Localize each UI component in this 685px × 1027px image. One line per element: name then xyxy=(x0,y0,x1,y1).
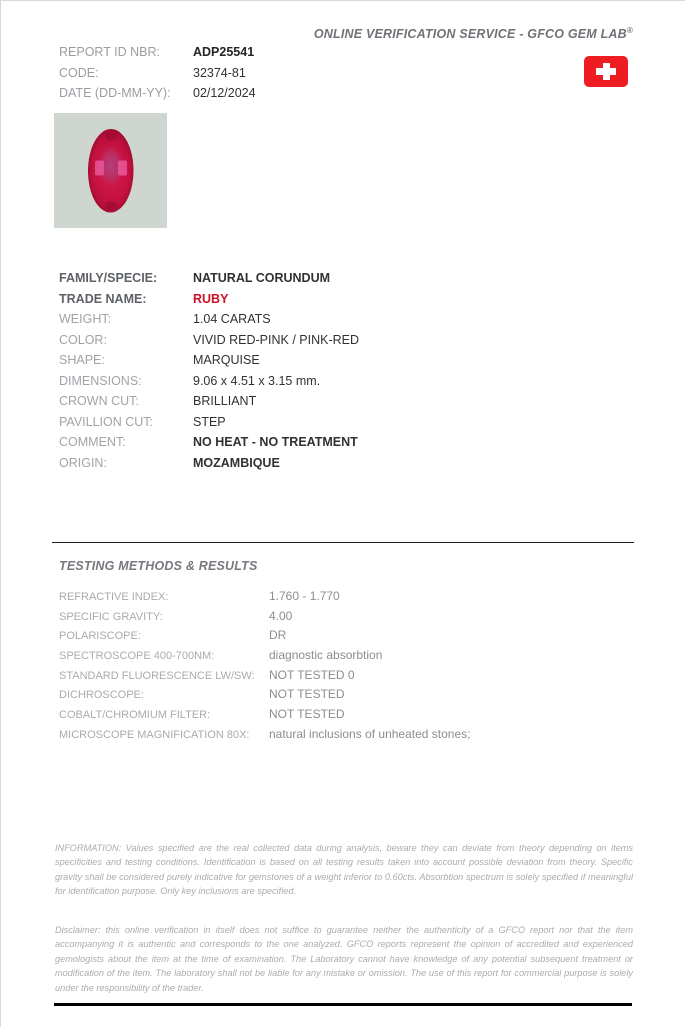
identification-row xyxy=(59,86,479,107)
gem-tip-top xyxy=(105,131,117,141)
identification-row xyxy=(59,66,479,87)
page-title-text: ONLINE VERIFICATION SERVICE - GFCO GEM LAB xyxy=(313,27,627,42)
gem-facet-right xyxy=(118,160,127,175)
test-row-standard-fluorescence xyxy=(59,668,619,688)
row-value: 02/12/2024 xyxy=(193,86,256,100)
row-label: PAVILLION CUT: xyxy=(59,414,154,429)
spec-row-color xyxy=(59,333,519,354)
page-title xyxy=(314,26,633,41)
information-paragraph: INFORMATION: Values specified are the real collected data during analysis, beware they can deviate from theory depending on items specificities and testing conditions. Identification is based on all testing results taken into account possible deviation from theory. Specific gravity shall be considered purely indicative for gemstones of a weight inferior to 0.60cts. Absorbtion spectrum is solely specified if meaningful for identification purpose. Only key inclusions are specified. xyxy=(55,843,633,897)
row-value: VIVID RED-PINK / PINK-RED xyxy=(193,332,359,347)
row-label: TRADE NAME: xyxy=(59,291,147,306)
test-row-spectroscope xyxy=(59,648,619,668)
test-row-microscope-magnification xyxy=(59,727,619,747)
test-row-cobalt-chromium-filter xyxy=(59,707,619,727)
row-label: ORIGIN: xyxy=(59,455,107,470)
row-value: natural inclusions of unheated stones; xyxy=(269,726,471,741)
spec-row-family-specie xyxy=(59,271,519,292)
row-label: SPECTROSCOPE 400-700NM: xyxy=(59,650,215,663)
row-label: WEIGHT: xyxy=(59,312,112,326)
row-value: BRILLIANT xyxy=(193,394,257,408)
row-value: NOT TESTED xyxy=(269,707,345,722)
disclaimer-paragraph: Disclaimer: this online verification in itself does not suffice to guarantee neither the authenticity of a GFCO report nor that the item accompanying it is authentic and corresponds to the one analyzed. GFCO reports represent the opinion of accredited and experienced gemologists about the item at the time of examination. The Laboratory cannot have knowledge of any potential subsequent treatment or modification of the item. The laboratory shall not be liable for any mistake or omission. The use of this report for commercial purpose is solely under the responsibility of the trader. xyxy=(55,925,633,993)
spec-row-weight xyxy=(59,312,519,333)
row-value: NO HEAT - NO TREATMENT xyxy=(193,435,358,449)
row-label: REFRACTIVE INDEX: xyxy=(59,591,169,603)
row-value: 4.00 xyxy=(269,608,293,623)
spec-row-shape xyxy=(59,353,519,374)
row-value: 1.04 CARATS xyxy=(193,312,271,326)
bottom-divider xyxy=(54,1003,632,1006)
row-label: DATE (DD-MM-YY): xyxy=(59,86,171,100)
swiss-flag-icon xyxy=(584,56,628,87)
row-value: RUBY xyxy=(193,291,229,306)
row-value: NOT TESTED xyxy=(269,687,345,702)
row-value: 1.760 - 1.770 xyxy=(269,589,340,603)
row-label: SPECIFIC GRAVITY: xyxy=(59,610,163,623)
row-label: COBALT/CHROMIUM FILTER: xyxy=(59,709,211,722)
row-label: REPORT ID NBR: xyxy=(59,45,160,59)
row-label: FAMILY/SPECIE: xyxy=(59,271,158,285)
marquise-gem-shape xyxy=(88,129,134,213)
row-label: DICHROSCOPE: xyxy=(59,689,144,702)
registered-trademark-icon: ® xyxy=(626,26,633,35)
testing-section-title: TESTING METHODS & RESULTS xyxy=(59,559,258,573)
test-row-specific-gravity xyxy=(59,609,619,629)
spec-row-comment xyxy=(59,435,519,456)
row-value: ADP25541 xyxy=(193,45,255,59)
identification-block xyxy=(59,45,479,107)
swiss-cross-horizontal xyxy=(596,68,616,75)
spec-row-origin xyxy=(59,456,519,477)
specification-block xyxy=(59,271,519,476)
gemstone-photo xyxy=(54,113,167,228)
row-value: DR xyxy=(269,628,287,643)
row-value: MARQUISE xyxy=(193,353,260,367)
row-value: MOZAMBIQUE xyxy=(193,455,280,470)
spec-row-pavillion-cut xyxy=(59,415,519,436)
row-value: 32374-81 xyxy=(193,65,246,80)
row-value: STEP xyxy=(193,414,226,429)
identification-row xyxy=(59,45,479,66)
spec-row-trade-name xyxy=(59,292,519,313)
row-label: DIMENSIONS: xyxy=(59,373,142,388)
gem-tip-bottom xyxy=(105,201,117,211)
testing-block xyxy=(59,589,619,747)
row-label: COLOR: xyxy=(59,332,107,347)
row-label: CROWN CUT: xyxy=(59,394,139,408)
row-label: SHAPE: xyxy=(59,353,105,367)
row-value: 9.06 x 4.51 x 3.15 mm. xyxy=(193,373,321,388)
section-divider xyxy=(52,542,634,543)
test-row-polariscope xyxy=(59,628,619,648)
row-value: NOT TESTED 0 xyxy=(269,667,355,682)
row-label: CODE: xyxy=(59,65,99,80)
test-row-refractive-index xyxy=(59,589,619,609)
row-label: STANDARD FLUORESCENCE LW/SW: xyxy=(59,669,255,682)
row-value: NATURAL CORUNDUM xyxy=(193,271,331,285)
spec-row-dimensions xyxy=(59,374,519,395)
row-value: diagnostic absorbtion xyxy=(269,648,383,663)
row-label: POLARISCOPE: xyxy=(59,630,141,643)
spec-row-crown-cut xyxy=(59,394,519,415)
row-label: COMMENT: xyxy=(59,435,126,449)
gem-facet-left xyxy=(95,160,104,175)
test-row-dichroscope xyxy=(59,687,619,707)
row-label: MICROSCOPE MAGNIFICATION 80X: xyxy=(59,728,250,741)
